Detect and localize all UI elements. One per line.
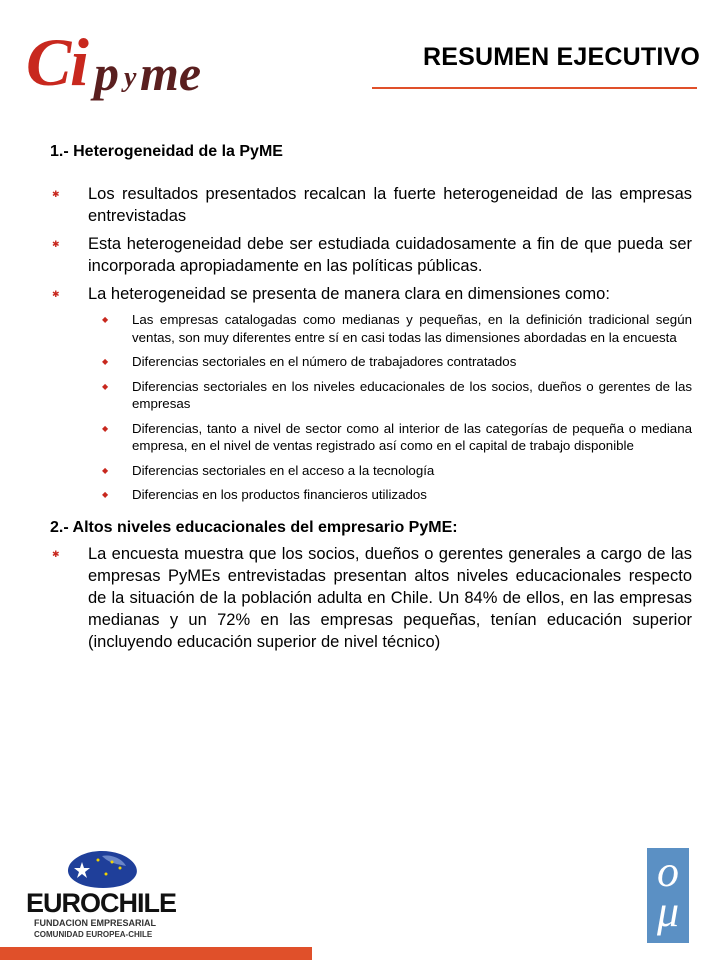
asterisk-bullet-icon: ✱	[52, 239, 60, 249]
mu-logo	[647, 848, 689, 943]
page-title: RESUMEN EJECUTIVO	[422, 43, 700, 71]
main-content	[50, 143, 692, 659]
title-underline	[372, 87, 697, 89]
diamond-bullet-icon: ◆	[102, 315, 109, 324]
section-gap	[50, 511, 692, 519]
list-item	[50, 183, 692, 227]
cipyme-logo-c: C	[26, 24, 72, 100]
sublist-item	[92, 353, 692, 371]
diamond-bullet-icon: ◆	[102, 381, 109, 391]
sublist-item-text: Diferencias sectoriales en el acceso a la tecnología	[132, 462, 435, 478]
cipyme-logo-p: p	[94, 45, 119, 101]
mu-logo-bottom: μ	[656, 887, 680, 936]
sublist-item-text: Diferencias sectoriales en el número de trabajadores contratados	[132, 354, 517, 369]
section-2-list	[50, 543, 692, 653]
eurochile-wordmark: EUROCHILE	[26, 888, 177, 918]
diamond-bullet-icon: ◆	[102, 490, 109, 499]
eurochile-logo	[26, 846, 177, 946]
sublist-item-text: Diferencias sectoriales en los niveles educacionales de los socios, dueños o gerentes de las empresas	[132, 378, 692, 411]
section-1-list	[50, 183, 692, 504]
dimension-sublist	[92, 311, 692, 504]
sublist-item	[92, 486, 692, 504]
diamond-bullet-icon: ◆	[102, 423, 109, 433]
list-item	[50, 233, 692, 277]
list-item-text: La heterogeneidad se presenta de manera clara en dimensiones como:	[88, 285, 610, 303]
section-2-heading: 2.- Altos niveles educacionales del empresario PyME:	[50, 518, 458, 536]
sublist-item-text: Diferencias en los productos financieros utilizados	[132, 487, 427, 502]
list-item-text: Los resultados presentados recalcan la fuerte heterogeneidad de las empresas entrevistadas	[88, 185, 692, 225]
diamond-bullet-icon: ◆	[102, 357, 109, 366]
sublist-item-text: Las empresas catalogadas como medianas y pequeñas, en la definición tradicional según ventas, son muy diferentes entre sí en casi todas las dimensiones abordadas en la encuesta	[132, 312, 692, 345]
asterisk-bullet-icon: ✱	[52, 189, 60, 199]
cipyme-logo-i: i	[70, 24, 89, 100]
sublist-item	[92, 420, 692, 455]
sublist-item	[92, 462, 692, 480]
eurochile-tagline-2: COMUNIDAD EUROPEA-CHILE	[34, 930, 153, 939]
mu-logo-top: o	[657, 847, 679, 896]
footer-accent-bar	[0, 947, 312, 960]
cipyme-logo	[26, 24, 226, 108]
eurochile-tagline-1: FUNDACION EMPRESARIAL	[34, 918, 157, 928]
asterisk-bullet-icon: ✱	[52, 289, 60, 299]
sublist-item	[92, 311, 692, 346]
list-item-text: La encuesta muestra que los socios, dueños o gerentes generales a cargo de las empresas PyMEs entrevistadas presentan altos niveles educacionales respecto de la situación de la población adulta en Chile. Un 84% de ellos, en las empresas medianas y un 72% en las empresas pequeñas, tenían educación superior (incluyendo educación superior de nivel técnico)	[88, 544, 692, 651]
list-item-text: Esta heterogeneidad debe ser estudiada cuidadosamente a fin de que pueda ser incorporada apropiadamente en las políticas públicas.	[88, 235, 692, 275]
list-item	[50, 543, 692, 653]
diamond-bullet-icon: ◆	[102, 465, 109, 475]
section-1-heading: 1.- Heterogeneidad de la PyME	[50, 143, 283, 160]
sublist-item	[92, 378, 692, 413]
asterisk-bullet-icon: ✱	[52, 548, 60, 559]
cipyme-logo-me: me	[140, 45, 202, 101]
cipyme-logo-y: y	[124, 62, 137, 93]
section-1	[50, 143, 692, 161]
sublist-item-text: Diferencias, tanto a nivel de sector como al interior de las categorías de pequeña o mediana empresa, en el nivel de ventas registrado así como en el capital de trabajo disponible	[132, 420, 692, 453]
list-item	[50, 283, 692, 504]
